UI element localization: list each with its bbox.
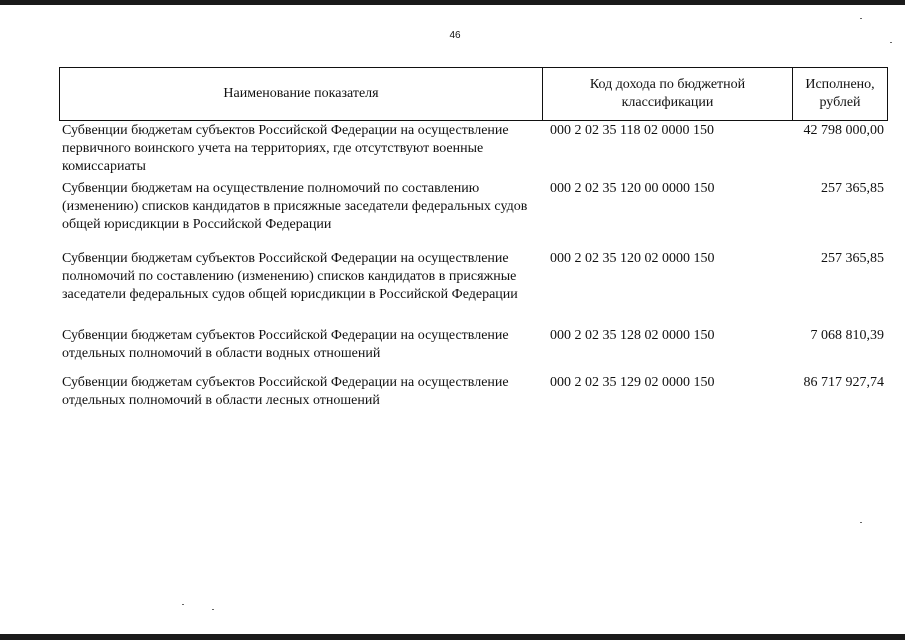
header-executed-amount: Исполнено, рублей xyxy=(792,68,887,120)
scan-border-bottom xyxy=(0,634,905,640)
scan-speck xyxy=(860,18,862,19)
scan-speck xyxy=(182,604,184,605)
row-budget-code: 000 2 02 35 120 02 0000 150 xyxy=(550,251,715,266)
row-indicator-name: Субвенции бюджетам субъектов Российской Федерации на осуществление отдельных полномочий в области водных отношений xyxy=(62,328,509,361)
header-indicator-name: Наименование показателя xyxy=(223,86,379,101)
scan-speck xyxy=(860,522,862,523)
header-budget-code: Код дохода по бюджетной классификации xyxy=(542,68,792,120)
row-budget-code: 000 2 02 35 118 02 0000 150 xyxy=(550,123,714,138)
row-indicator-name: Субвенции бюджетам субъектов Российской Федерации на осуществление полномочий по составлению (изменению) списков кандидатов в присяжные заседатели федеральных судов общей юрисдикции в Российской Федерации xyxy=(62,251,518,302)
row-executed-amount: 257 365,85 xyxy=(821,181,884,196)
scan-border-top xyxy=(0,0,905,5)
row-budget-code: 000 2 02 35 120 00 0000 150 xyxy=(550,181,715,196)
row-executed-amount: 7 068 810,39 xyxy=(810,328,884,343)
row-executed-amount: 257 365,85 xyxy=(821,251,884,266)
row-budget-code: 000 2 02 35 129 02 0000 150 xyxy=(550,375,715,390)
scan-speck xyxy=(212,609,214,610)
row-indicator-name: Субвенции бюджетам субъектов Российской Федерации на осуществление первичного воинского учета на территориях, где отсутствуют военные комиссариаты xyxy=(62,123,509,174)
page-number: 46 xyxy=(449,30,461,41)
scan-speck xyxy=(890,42,892,43)
row-indicator-name: Субвенции бюджетам субъектов Российской Федерации на осуществление отдельных полномочий в области лесных отношений xyxy=(62,375,509,408)
row-executed-amount: 42 798 000,00 xyxy=(803,123,884,138)
row-indicator-name: Субвенции бюджетам на осуществление полномочий по составлению (изменению) списков кандидатов в присяжные заседатели федеральных судов общей юрисдикции в Российской Федерации xyxy=(62,181,528,232)
row-executed-amount: 86 717 927,74 xyxy=(803,375,884,390)
row-budget-code: 000 2 02 35 128 02 0000 150 xyxy=(550,328,715,343)
table-header xyxy=(59,67,888,121)
